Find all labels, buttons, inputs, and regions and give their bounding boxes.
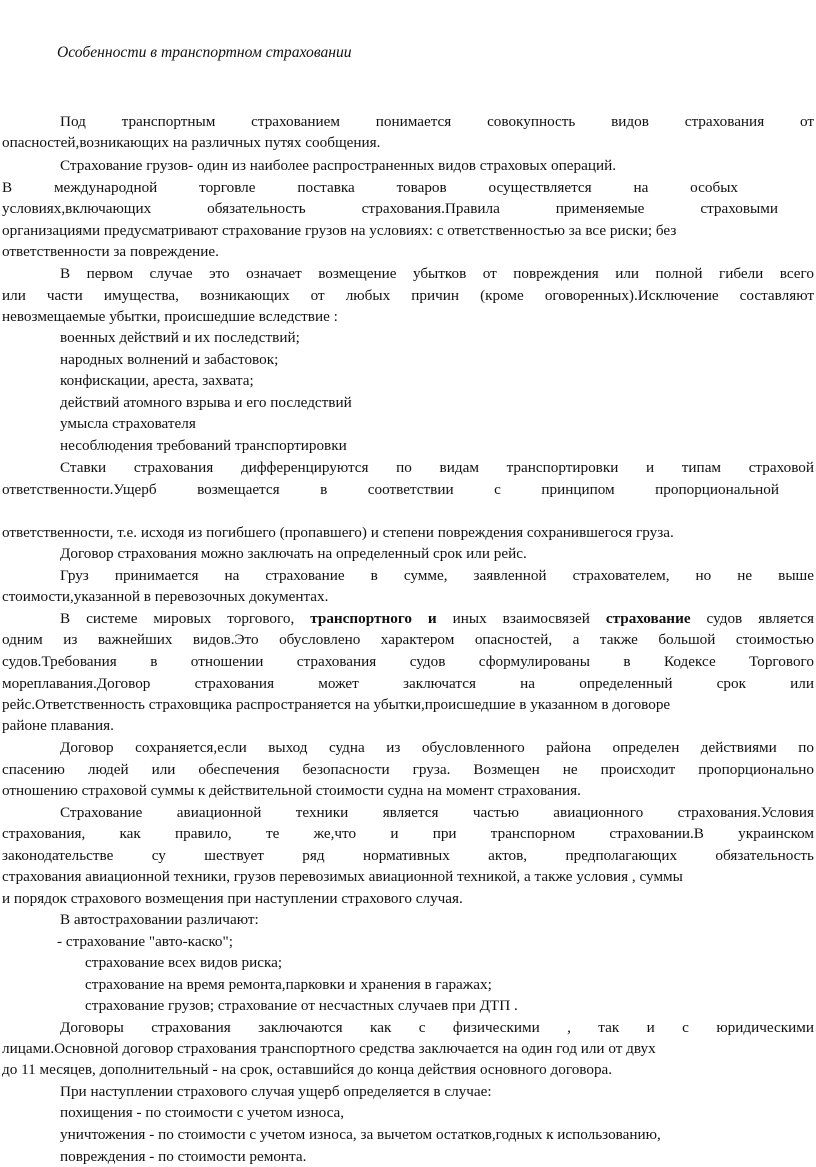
text-line: страхование всех видов риска;: [85, 954, 283, 971]
text-line: Договор страхования можно заключать на определенный срок или рейс.: [60, 545, 527, 562]
text-line: опасностей,возникающих на различных путях сообщения.: [2, 134, 381, 151]
text-line: ответственности за повреждение.: [2, 243, 219, 260]
text-line: действий атомного взрыва и его последствий: [60, 394, 352, 411]
text-line: спасению людей или обеспечения безопасности груза. Возмещен не происходит пропорционально: [2, 761, 814, 778]
text-line: стоимости,указанной в перевозочных документах.: [2, 588, 329, 605]
text-line: В международной торговле поставка товаров осуществляется на особых: [2, 179, 738, 196]
text-line: повреждения - по стоимости ремонта.: [60, 1148, 307, 1165]
text-line: военных действий и их последствий;: [60, 329, 300, 346]
text-line: Ставки страхования дифференцируются по видам транспортировки и типам страховой: [60, 459, 814, 476]
text-line: При наступлении страхового случая ущерб определяется в случае:: [60, 1083, 492, 1100]
text-line: Договоры страхования заключаются как с физическими , так и с юридическими: [60, 1019, 814, 1036]
document-title: Особенности в транспортном страховании: [57, 44, 352, 61]
text-line: и порядок страхового возмещения при наступлении страхового случая.: [2, 890, 463, 907]
text-line: страхование на время ремонта,парковки и хранения в гаражах;: [85, 976, 492, 993]
text-line: судов.Требования в отношении страхования судов сформулированы в Кодексе Торгового: [2, 653, 814, 670]
text-line: несоблюдения требований транспортировки: [60, 437, 347, 454]
text-line: рейс.Ответственность страховщика распространяется на убытки,происшедшие в указанном в договоре: [2, 696, 671, 713]
text-line: лицами.Основной договор страхования транспортного средства заключается на один год или от двух: [2, 1040, 656, 1057]
text-line: до 11 месяцев, дополнительный - на срок, оставшийся до конца действия основного договора.: [2, 1061, 613, 1078]
text-line: районе плавания.: [2, 717, 114, 734]
text-line: В автостраховании различают:: [60, 911, 259, 928]
text-line: отношению страховой суммы к действительной стоимости судна на момент страхования.: [2, 782, 581, 799]
text-line: народных волнений и забастовок;: [60, 351, 279, 368]
text-line: законодательстве су шествует ряд нормативных актов, предполагающих обязательность: [2, 847, 814, 864]
text-line: Страхование авиационной техники является частью авиационного страхования.Условия: [60, 804, 814, 821]
text-line: одним из важнейших видов.Это обусловлено характером опасностей, а также большой стоимостью: [2, 631, 814, 648]
text-line: конфискации, ареста, захвата;: [60, 372, 254, 389]
text-line: страхования авиационной техники, грузов перевозимых авиационной техникой, а также условия , суммы: [2, 868, 683, 885]
text-line: В первом случае это означает возмещение убытков от повреждения или полной гибели всего: [60, 265, 814, 282]
text-line: условиях,включающих обязательность страхования.Правила применяемые страховыми: [2, 200, 778, 217]
text-line: ответственности.Ущерб возмещается в соответствии с принципом пропорциональной: [2, 481, 779, 498]
text-line: Груз принимается на страхование в сумме, заявленной страхователем, но не выше: [60, 567, 814, 584]
text-line: В системе мировых торгового, транспортного и иных взаимосвязей страхование судов является: [60, 610, 814, 627]
text-line: страхования, как правило, те же,что и при транспорном страховании.В украинском: [2, 825, 814, 842]
text-line: мореплавания.Договор страхования может заключатся на определенный срок или: [2, 675, 814, 692]
text-line: ответственности, т.е. исходя из погибшего (пропавшего) и степени повреждения сохранившегося груза.: [2, 524, 674, 541]
text-line: уничтожения - по стоимости с учетом износа, за вычетом остатков,годных к использованию,: [60, 1126, 661, 1143]
text-line: невозмещаемые убытки, происшедшие вследствие :: [2, 308, 338, 325]
text-line: Страхование грузов- один из наиболее распространенных видов страховых операций.: [60, 157, 617, 174]
text-line: организациями предусматривают страхование грузов на условиях: с ответственностью за все риски; без: [2, 222, 677, 239]
text-line: умысла страхователя: [60, 415, 196, 432]
text-line: - страхование "авто-каско";: [57, 933, 233, 950]
text-line: похищения - по стоимости с учетом износа,: [60, 1104, 345, 1121]
text-line: Договор сохраняется,если выход судна из обусловленного района определен действиями по: [60, 739, 814, 756]
text-line: или части имущества, возникающих от любых причин (кроме оговоренных).Исключение составляют: [2, 287, 814, 304]
text-line: Под транспортным страхованием понимается совокупность видов страхования от: [60, 113, 814, 130]
text-line: страхование грузов; страхование от несчастных случаев при ДТП .: [85, 997, 518, 1014]
